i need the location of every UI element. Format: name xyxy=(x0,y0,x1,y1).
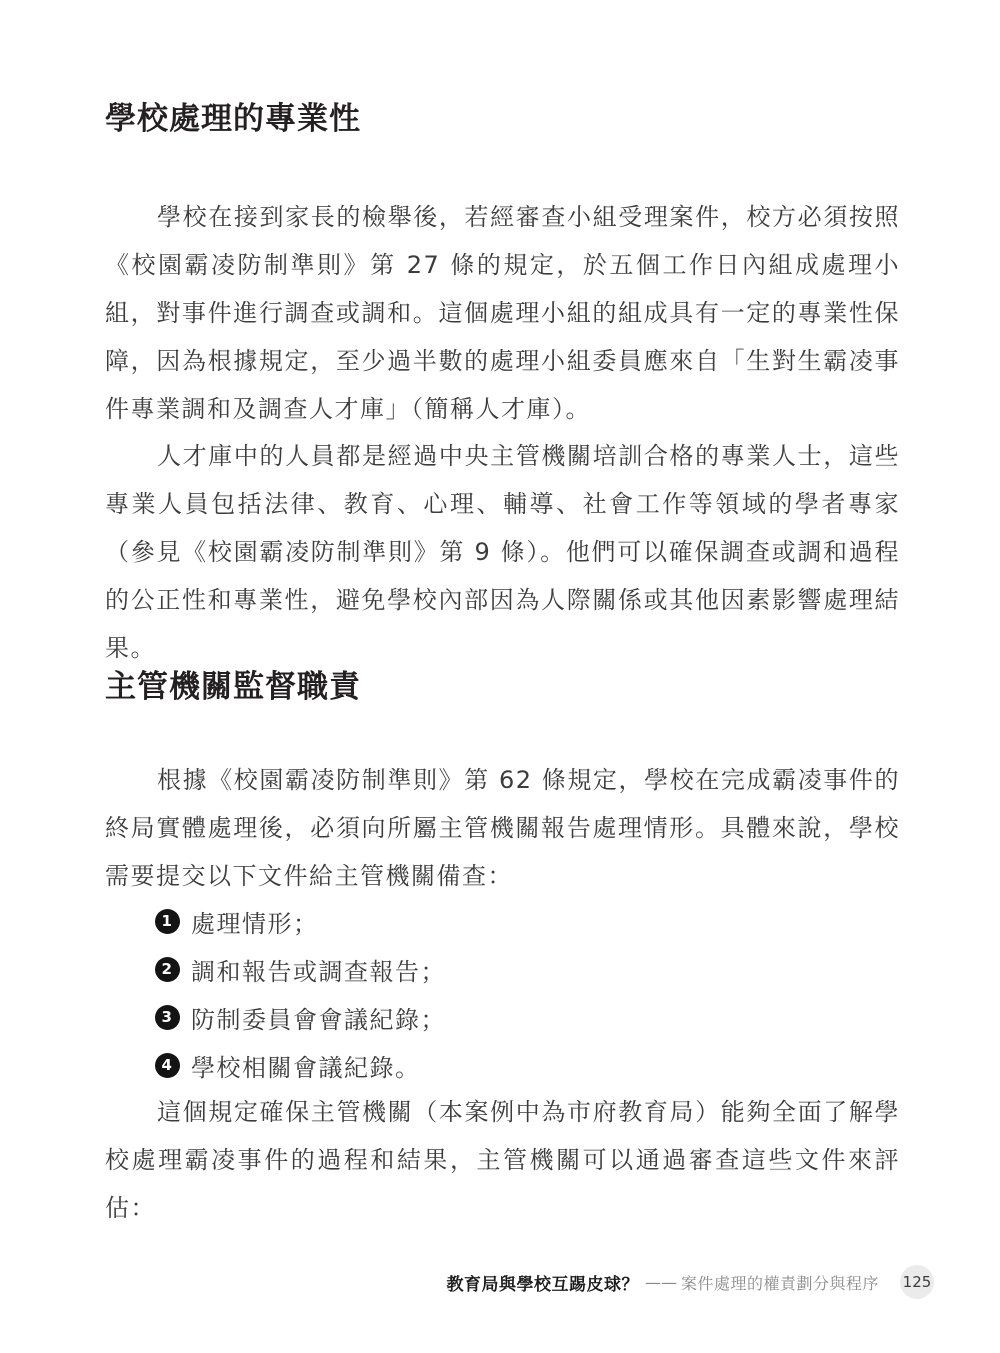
list-item xyxy=(155,945,446,993)
footer-subtitle: 案件處理的權責劃分與程序 xyxy=(680,1273,879,1293)
paragraph-reporting-requirement: 根據《校園霸凌防制準則》第 62 條規定，學校在完成霸凌事件的終局實體處理後，必須向所屬主管機關報告處理情形。具體來說，學校需要提交以下文件給主管機關備查： xyxy=(105,766,900,890)
footer-running-title: 教育局與學校互踢皮球？ xyxy=(446,1274,639,1295)
required-documents-list xyxy=(155,897,446,1089)
page-footer xyxy=(446,1265,934,1299)
paragraph-complaint-handling: 學校在接到家長的檢舉後，若經審查小組受理案件，校方必須按照《校園霸凌防制準則》第 27 條的規定，於五個工作日內組成處理小組，對事件進行調查或調和。這個處理小組的組成具有一定的專業性保障，因為根據規定，至少過半數的處理小組委員應來自「生對生霸凌事件專業調和及調查人才庫」（簡稱人才庫）。 xyxy=(105,203,900,423)
list-item-text: 學校相關會議紀錄。 xyxy=(191,1053,421,1082)
list-item xyxy=(155,1041,446,1089)
list-number-badge: 3 xyxy=(155,1005,180,1030)
section-heading-school-professionalism: 學校處理的專業性 xyxy=(105,101,361,137)
list-number-badge: 4 xyxy=(155,1053,180,1078)
page-number-badge: 125 xyxy=(900,1265,934,1299)
footer-dash: —— xyxy=(644,1272,677,1292)
list-number-badge: 2 xyxy=(155,957,180,982)
list-item xyxy=(155,993,446,1041)
paragraph-regulation-purpose: 這個規定確保主管機關（本案例中為市府教育局）能夠全面了解學校處理霸凌事件的過程和結果，主管機關可以通過審查這些文件來評估： xyxy=(105,1098,900,1222)
list-item xyxy=(155,897,446,945)
list-item-text: 防制委員會會議紀錄； xyxy=(191,1005,446,1034)
section-heading-authority-supervision: 主管機關監督職責 xyxy=(105,669,361,705)
list-number-badge: 1 xyxy=(155,909,180,934)
list-item-text: 調和報告或調查報告； xyxy=(191,957,446,986)
paragraph-talent-pool: 人才庫中的人員都是經過中央主管機關培訓合格的專業人士，這些專業人員包括法律、教育、心理、輔導、社會工作等領域的學者專家（參見《校園霸凌防制準則》第 9 條）。他們可以確保調查或調和過程的公正性和專業性，避免學校內部因為人際關係或其他因素影響處理結果。 xyxy=(105,442,900,662)
list-item-text: 處理情形； xyxy=(191,909,319,938)
